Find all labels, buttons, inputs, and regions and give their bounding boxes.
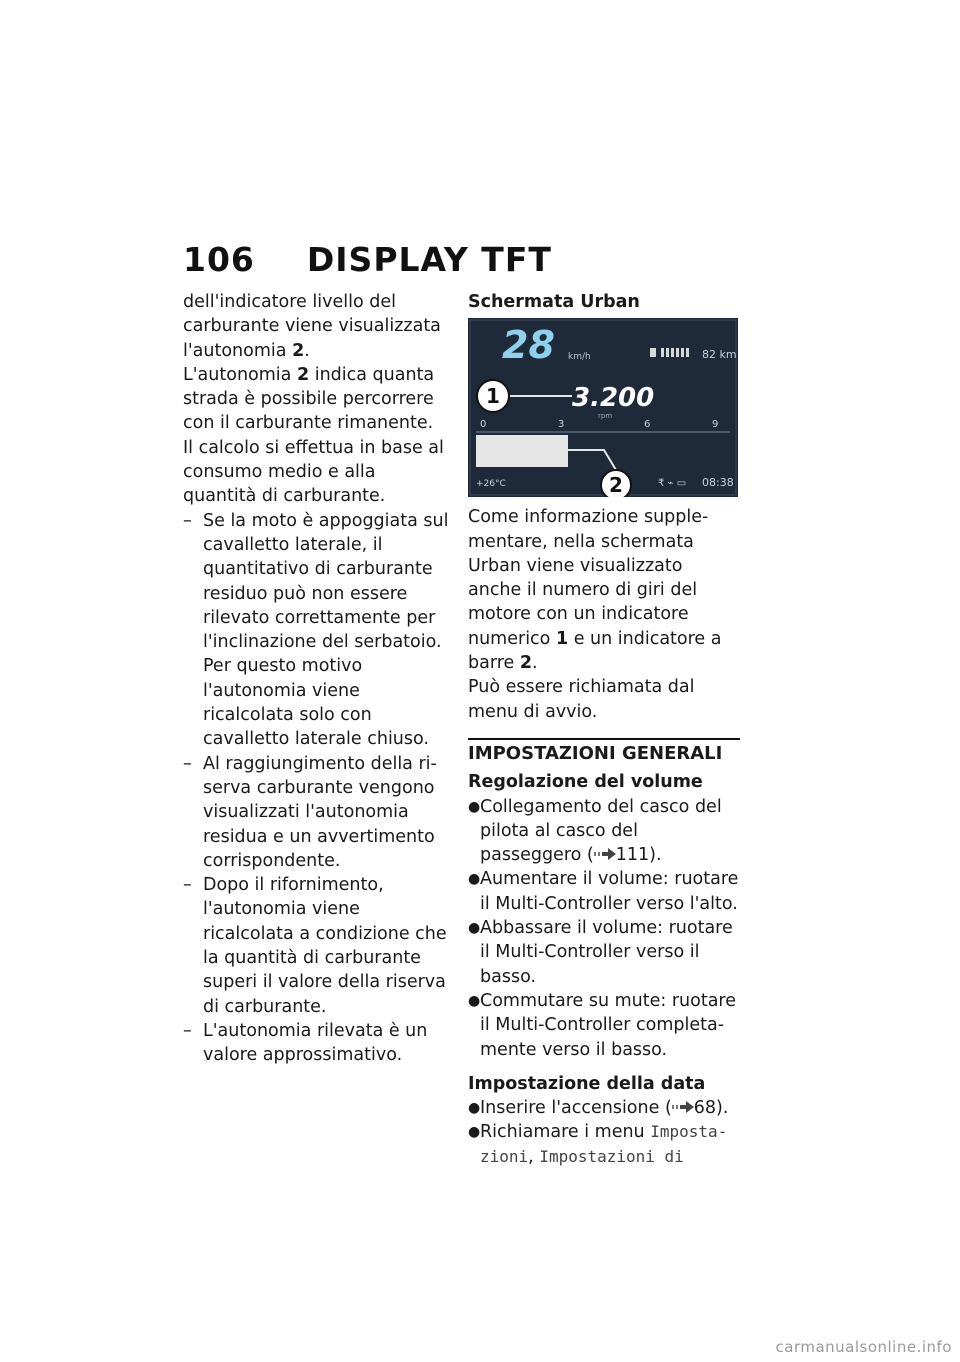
- ref-number: 1: [555, 628, 569, 649]
- left-column: [183, 290, 451, 1068]
- bullet-mark: ●: [468, 798, 481, 815]
- date-heading: Impostazione della data: [468, 1073, 706, 1094]
- list-item-text: Al raggiungimento della riserva carburante vengono visualizzati l'autonomia residua e un avvertimento corrispondente.: [203, 753, 437, 871]
- text: e un indicatore a barre: [468, 628, 722, 674]
- scale-tick-6: 6: [644, 419, 651, 431]
- fuel-icon: [650, 348, 656, 357]
- list-item: [183, 873, 451, 1019]
- text: dell'indicatore livello del carburante viene visualizzata l'autonomia: [183, 292, 441, 361]
- dash-mark: –: [183, 1020, 192, 1041]
- bullet-mark: ●: [468, 992, 481, 1009]
- speed-value: 28: [502, 323, 555, 368]
- dash-mark: –: [183, 510, 192, 531]
- list-item-text: Abbassare il volume: ruotare il Multi-Controller verso il basso.: [480, 918, 733, 987]
- list-item: [468, 989, 740, 1062]
- bullet-mark: ●: [468, 871, 481, 888]
- text: L'autonomia: [183, 364, 297, 385]
- paragraph-urban-menu: Può essere richiamata dal menu di avvio.: [468, 677, 695, 722]
- right-column: [468, 290, 740, 1169]
- rpm-value: 3.200: [572, 383, 655, 414]
- scale-tick-9: 9: [712, 419, 719, 431]
- list-item: [183, 1019, 451, 1068]
- page-title: DISPLAY TFT: [306, 240, 552, 279]
- page-reference-arrow-icon: [672, 1101, 694, 1113]
- clock-readout: 08:38: [702, 476, 734, 490]
- bullet-mark: ●: [468, 920, 481, 937]
- dash-mark: –: [183, 875, 192, 896]
- callout-2-label: 2: [609, 473, 623, 498]
- text: ).: [649, 845, 662, 866]
- speed-unit: km/h: [568, 352, 591, 363]
- rpm-unit: rpm: [598, 412, 613, 421]
- callout-1-label: 1: [486, 384, 500, 409]
- ref-number: 2: [519, 653, 533, 674]
- list-item: [468, 867, 740, 916]
- bullet-mark: ●: [468, 1100, 481, 1117]
- list-item-text: Richiamare i menu: [480, 1122, 651, 1143]
- urban-heading: Schermata Urban: [468, 292, 640, 312]
- menu-name: Impostazioni di: [539, 1146, 684, 1166]
- page-reference[interactable]: 111: [615, 845, 650, 866]
- text: .: [532, 653, 538, 674]
- page-header: [183, 240, 552, 279]
- paragraph-range-display: [183, 290, 451, 363]
- scale-tick-3: 3: [558, 419, 565, 431]
- scale-tick-0: 0: [480, 419, 487, 431]
- list-item: [468, 916, 740, 989]
- list-item-text: Collegamento del casco del pilota al casco del passeggero (: [480, 796, 722, 866]
- list-item: [468, 795, 740, 868]
- text: ,: [528, 1146, 540, 1167]
- menu-name: Impostazioni: [480, 1122, 728, 1166]
- list-item: [183, 752, 451, 873]
- status-icons: ₹ ⌁ ▭: [658, 478, 687, 490]
- text: ).: [716, 1098, 729, 1119]
- list-item-text: Commutare su mute: ruotare il Multi-Controller completamente verso il basso.: [480, 990, 736, 1060]
- rpm-bar: [476, 435, 568, 467]
- page-number: 106: [183, 240, 255, 279]
- paragraph-urban: [468, 505, 740, 675]
- list-item-text: Aumentare il volume: ruotare il Multi-Controller verso l'alto.: [480, 869, 739, 914]
- paragraph-calculation: Il calcolo si effettua in base al consumo medio e alla quantità di carburante.: [183, 437, 444, 507]
- list-item: [183, 509, 451, 752]
- list-item: [468, 1120, 740, 1169]
- text: indica quanta strada è possibile percorrere con il carburante rimanente.: [183, 364, 435, 434]
- text: .: [304, 340, 310, 361]
- volume-heading: Regolazione del volume: [468, 772, 703, 793]
- list-item-text: Se la moto è appoggiata sul cavalletto laterale, il quantitativo di carburante residuo può non essere rilevato correttamente per l'inclinazione del serbatoio. Per questo motivo l'autonomia viene ricalcolata solo con cavalletto laterale chiuso.: [203, 510, 449, 750]
- list-item-text: Dopo il rifornimento, l'autonomia viene ricalcolata a condizione che la quantità di carburante superi il valore della riserva di carburante.: [203, 875, 447, 1017]
- tft-display-screenshot: [468, 318, 738, 497]
- page-reference[interactable]: 68: [693, 1098, 717, 1119]
- bullet-mark: ●: [468, 1124, 481, 1141]
- dash-mark: –: [183, 753, 192, 774]
- range-readout: 82 km: [702, 348, 737, 362]
- text: Come informazione supplementare, nella schermata Urban viene visualizzato anche il numero di giri del motore con un indicatore numerico: [468, 507, 709, 649]
- ref-number: 2: [292, 340, 305, 361]
- list-item: [468, 1096, 740, 1120]
- page-reference-arrow-icon: [594, 848, 616, 860]
- temperature-readout: +26°C: [476, 479, 506, 490]
- paragraph-range-meaning: [183, 363, 451, 436]
- ref-number: 2: [296, 364, 310, 385]
- footer-watermark-link[interactable]: carmanualsonline.info: [775, 1338, 952, 1356]
- list-item-text: L'autonomia rilevata è un valore approssimativo.: [203, 1020, 428, 1066]
- list-item-text: Inserire l'accensione (: [480, 1098, 672, 1119]
- section-heading: IMPOSTAZIONI GENERALI: [468, 738, 740, 766]
